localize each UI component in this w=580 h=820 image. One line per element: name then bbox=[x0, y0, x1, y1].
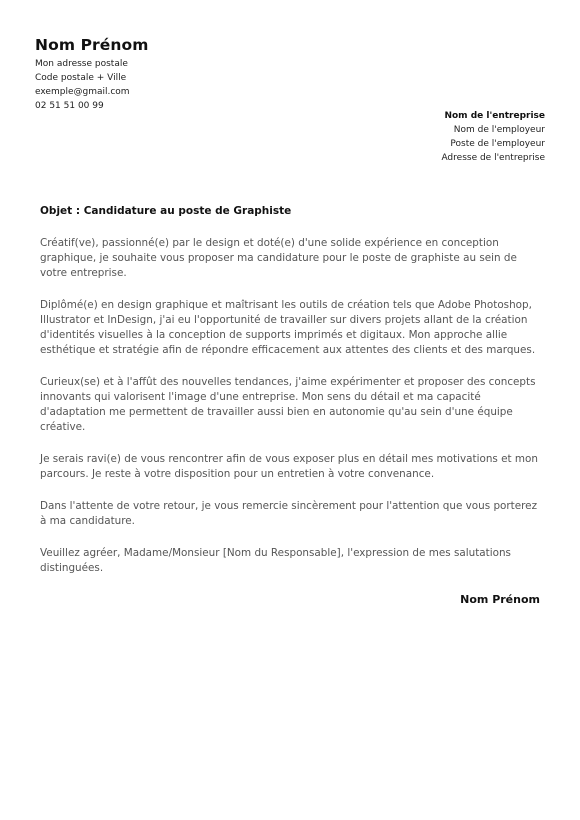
recipient-position: Poste de l'employeur bbox=[450, 139, 545, 149]
recipient-address: Adresse de l'entreprise bbox=[441, 153, 545, 163]
paragraph-intro: Créatif(ve), passionné(e) par le design et doté(e) d'une solide expérience en conception graphique, je souhaite vous proposer ma candidature pour le poste de graphiste au sein de votre entreprise. bbox=[40, 237, 517, 279]
signature: Nom Prénom bbox=[460, 593, 540, 606]
recipient-employer: Nom de l'employeur bbox=[453, 125, 545, 135]
sender-phone: 02 51 51 00 99 bbox=[35, 101, 104, 111]
sender-block bbox=[35, 36, 149, 113]
sender-city: Code postale + Ville bbox=[35, 73, 127, 83]
sender-name: Nom Prénom bbox=[35, 36, 149, 54]
paragraph-qualities: Curieux(se) et à l'affût des nouvelles tendances, j'aime expérimenter et proposer des concepts innovants qui valorisent l'image d'une entreprise. Mon sens du détail et ma capacité d'adaptation me permettent de travailler aussi bien en autonomie qu'au sein d'une équipe créative. bbox=[40, 376, 536, 433]
sender-email: exemple@gmail.com bbox=[35, 87, 130, 97]
paragraph-thanks: Dans l'attente de votre retour, je vous remercie sincèrement pour l'attention que vous porterez à ma candidature. bbox=[40, 500, 538, 527]
paragraph-meeting: Je serais ravi(e) de vous rencontrer afin de vous exposer plus en détail mes motivations et mon parcours. Je reste à votre disposition pour un entretien à votre convenance. bbox=[40, 453, 538, 480]
letter-body bbox=[40, 236, 540, 593]
recipient-company: Nom de l'entreprise bbox=[444, 111, 545, 121]
recipient-block bbox=[441, 109, 545, 165]
paragraph-skills: Diplômé(e) en design graphique et maîtrisant les outils de création tels que Adobe Photoshop, Illustrator et InDesign, j'ai eu l'opportunité de travailler sur divers projets allant de la création d'identités visuelles à la conception de supports imprimés et digitaux. Mon approche allie esthétique et stratégie afin de répondre efficacement aux attentes des clients et des marques. bbox=[40, 299, 536, 356]
sender-address: Mon adresse postale bbox=[35, 59, 128, 69]
letter-subject: Objet : Candidature au poste de Graphiste bbox=[40, 205, 292, 217]
paragraph-closing: Veuillez agréer, Madame/Monsieur [Nom du Responsable], l'expression de mes salutations distinguées. bbox=[40, 547, 511, 574]
